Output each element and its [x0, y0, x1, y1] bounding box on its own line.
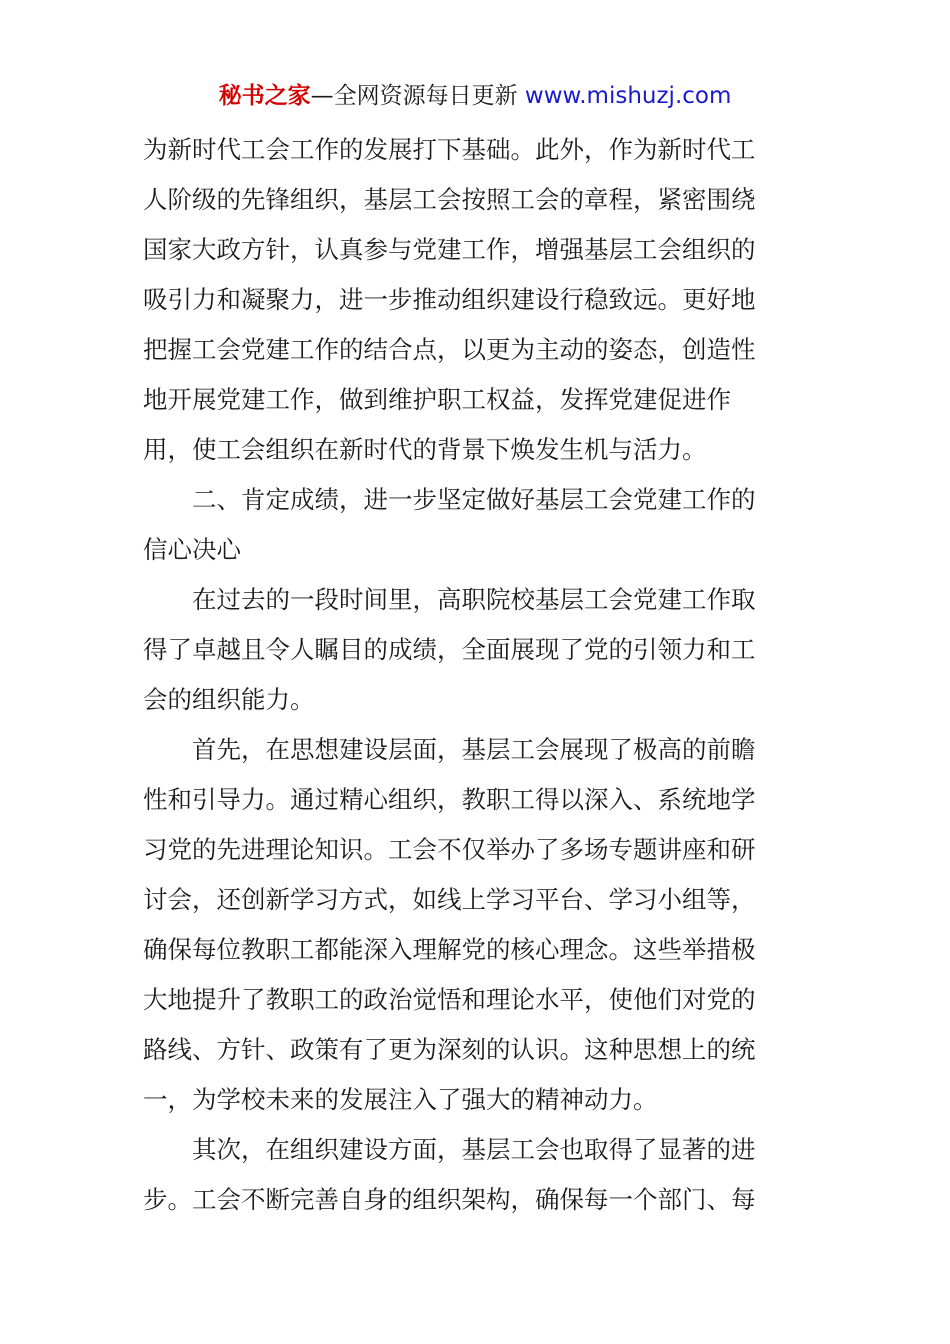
document-body — [143, 125, 807, 1225]
text-line: 信心决心 — [143, 535, 241, 564]
text-line: 一，为学校未来的发展注入了强大的精神动力。 — [143, 1085, 658, 1114]
text-line: 习党的先进理论知识。工会不仅举办了多场专题讲座和研 — [143, 835, 756, 864]
text-line: 国家大政方针，认真参与党建工作，增强基层工会组织的 — [143, 235, 756, 264]
text-line: 会的组织能力。 — [143, 685, 315, 714]
text-line: 步。工会不断完善自身的组织架构，确保每一个部门、每 — [143, 1185, 756, 1214]
site-name: 秘书之家 — [218, 83, 311, 109]
page-header — [0, 80, 950, 112]
paragraph-first-line: 首先，在思想建设层面，基层工会展现了极高的前瞻 — [192, 735, 756, 764]
paragraph-first-line: 其次，在组织建设方面，基层工会也取得了显著的进 — [192, 1135, 756, 1164]
paragraph-first-line: 在过去的一段时间里，高职院校基层工会党建工作取 — [192, 585, 756, 614]
text-line: 路线、方针、政策有了更为深刻的认识。这种思想上的统 — [143, 1035, 756, 1064]
text-line: 得了卓越且令人瞩目的成绩，全面展现了党的引领力和工 — [143, 635, 756, 664]
text-line: 为新时代工会工作的发展打下基础。此外，作为新时代工 — [143, 135, 756, 164]
site-slogan: —全网资源每日更新 — [310, 83, 525, 109]
text-line: 用，使工会组织在新时代的背景下焕发生机与活力。 — [143, 435, 707, 464]
text-line: 确保每位教职工都能深入理解党的核心理念。这些举措极 — [143, 935, 756, 964]
text-line: 讨会，还创新学习方式，如线上学习平台、学习小组等， — [143, 885, 756, 914]
text-line: 地开展党建工作，做到维护职工权益，发挥党建促进作 — [143, 385, 731, 414]
text-line: 性和引导力。通过精心组织，教职工得以深入、系统地学 — [143, 785, 756, 814]
site-url[interactable]: www.mishuzj.com — [524, 83, 732, 109]
text-line: 吸引力和凝聚力，进一步推动组织建设行稳致远。更好地 — [143, 285, 756, 314]
text-line: 大地提升了教职工的政治觉悟和理论水平，使他们对党的 — [143, 985, 756, 1014]
paragraph-first-line: 二、肯定成绩，进一步坚定做好基层工会党建工作的 — [192, 485, 756, 514]
text-line: 人阶级的先锋组织，基层工会按照工会的章程，紧密围绕 — [143, 185, 756, 214]
text-line: 把握工会党建工作的结合点，以更为主动的姿态，创造性 — [143, 335, 756, 364]
